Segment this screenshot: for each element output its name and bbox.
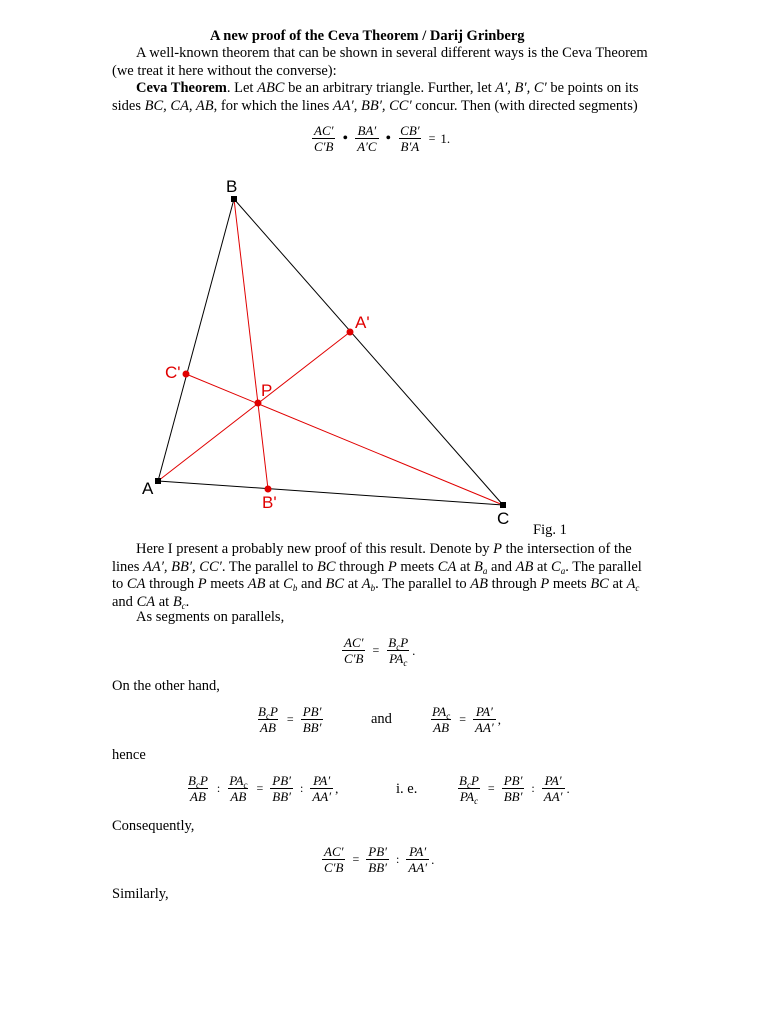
fraction: $\frac{B_cP}{PA_c}$ bbox=[459, 773, 479, 806]
fraction: $\frac{AC'}{C'B}$ bbox=[324, 844, 344, 875]
equation bbox=[254, 705, 325, 734]
fraction: $\frac{PA_c}{AB}$ bbox=[432, 704, 451, 735]
theorem-points: A′, B′, C′ bbox=[495, 80, 547, 96]
point-c1 bbox=[183, 371, 190, 378]
cevian-bb1 bbox=[234, 199, 268, 489]
theorem-label: Ceva Theorem bbox=[136, 80, 227, 96]
fraction: $\frac{B_cP}{AB}$ bbox=[188, 773, 208, 804]
fraction: $\frac{CB'}{B'A}$ bbox=[400, 123, 420, 154]
equals-sign: = bbox=[428, 131, 436, 145]
vertex-b bbox=[231, 196, 237, 202]
fraction: $\frac{AC'}{C'B}$ bbox=[314, 123, 334, 154]
label-c: C bbox=[497, 509, 510, 528]
label-a1: A' bbox=[355, 313, 370, 332]
theorem-text: concur. Then (with directed segments) bbox=[411, 97, 638, 114]
ie-word: i. e. bbox=[396, 781, 418, 797]
body-paragraph: Similarly, bbox=[112, 886, 169, 902]
equation: $\frac{PA_c}{AB}$ = $\frac{PA'}{AA'}$ , bbox=[432, 704, 501, 735]
and-word: and bbox=[371, 711, 392, 727]
label-b: B bbox=[226, 177, 238, 196]
cevian-aa1 bbox=[158, 332, 350, 481]
label-b1: B' bbox=[262, 493, 277, 512]
point-a1 bbox=[347, 329, 354, 336]
theorem-text: be an arbitrary triangle. Further, let bbox=[284, 80, 496, 96]
dot-operator: • bbox=[385, 129, 392, 147]
theorem-text: , for which the lines bbox=[213, 97, 333, 114]
theorem-triangle: ABC bbox=[257, 80, 285, 96]
intro-paragraph: A well-known theorem that can be shown in several different ways is the Ceva Theorem (we treat it here without the converse): bbox=[112, 45, 648, 79]
fraction: $\frac{PA'}{AA'}$ bbox=[543, 773, 563, 804]
body-paragraph: As segments on parallels, bbox=[136, 609, 285, 625]
fraction: $\frac{PA'}{AA'}$ bbox=[475, 704, 494, 735]
fraction: $\frac{AC'}{C'B}$ bbox=[344, 635, 364, 666]
figure-caption: Fig. 1 bbox=[533, 522, 567, 538]
fraction: $\frac{PB'}{BB'}$ bbox=[368, 844, 387, 875]
ceva-equation bbox=[310, 124, 450, 153]
cevian-cc1 bbox=[186, 374, 503, 505]
equals-sign: = bbox=[487, 781, 495, 795]
fraction: $\frac{PA_c}{AB}$ bbox=[229, 773, 248, 804]
dot-operator: • bbox=[342, 129, 349, 147]
label-c1: C' bbox=[165, 363, 181, 382]
point-p bbox=[255, 400, 262, 407]
fraction: $\frac{PB'}{BB'}$ bbox=[503, 773, 523, 804]
side-ca bbox=[158, 481, 503, 505]
equation: $\frac{AC'}{C'B}$ = $\frac{B_cP}{PA_c}$ . bbox=[344, 635, 416, 668]
body-paragraph: Consequently, bbox=[112, 818, 195, 834]
theorem-sides: BC, CA, AB bbox=[144, 97, 214, 114]
label-a: A bbox=[142, 479, 154, 498]
theorem-text: . Let bbox=[226, 80, 258, 96]
vertex-a bbox=[155, 478, 161, 484]
equals-sign: = bbox=[459, 712, 466, 726]
equation: $\frac{B_cP}{PA_c}$ = $\frac{PB'}{BB'}$ : $\frac{PA'}{AA'}$ . bbox=[459, 773, 570, 806]
side-ab bbox=[158, 199, 234, 481]
point-b1 bbox=[265, 486, 272, 493]
fraction: $\frac{B_cP}{PA_c}$ bbox=[388, 635, 409, 668]
body-paragraph: hence bbox=[112, 747, 146, 763]
theorem-lines: AA′, BB′, CC′ bbox=[332, 97, 412, 114]
theorem-text: be points on its sides bbox=[112, 80, 639, 114]
fraction: $\frac{PA'}{AA'}$ bbox=[312, 773, 332, 804]
fraction: $\frac{B_cP}{AB}$ bbox=[258, 704, 278, 735]
equals-sign: = bbox=[256, 781, 264, 795]
page-title: A new proof of the Ceva Theorem / Darij Grinberg bbox=[210, 28, 525, 44]
equals-sign: = bbox=[372, 643, 380, 657]
fraction: $\frac{PB'}{BB'}$ bbox=[302, 704, 322, 735]
equation-rhs: 1. bbox=[440, 130, 451, 146]
fraction: $\frac{PB'}{BB'}$ bbox=[272, 773, 291, 804]
equation: $\frac{B_cP}{AB}$ : $\frac{PA_c}{AB}$ = $\frac{PB'}{BB'}$ : $\frac{PA'}{AA'}$ , bbox=[188, 773, 339, 804]
body-paragraph: On the other hand, bbox=[112, 678, 220, 694]
fraction: $\frac{PA'}{AA'}$ bbox=[408, 844, 428, 875]
equation: $\frac{AC'}{C'B}$ = $\frac{PB'}{BB'}$ : $\frac{PA'}{AA'}$ . bbox=[324, 844, 435, 875]
ceva-figure bbox=[0, 170, 768, 530]
fraction: $\frac{BA'}{A'C}$ bbox=[357, 123, 377, 154]
side-bc bbox=[234, 199, 503, 505]
body-paragraph: Here I present a probably new proof of this result. Denote by P the intersection of the lines AA′, BB′, CC′. The parallel to BC through P meets CA at $B_a$ and AB at $C_a$. The parallel to CA through P meets AB at $C_b$ and BC at $A_b$. The parallel to AB through P meets BC at $A_c$ and CA at $B_c$. bbox=[112, 541, 642, 611]
vertex-c bbox=[500, 502, 506, 508]
equals-sign: = bbox=[352, 852, 360, 866]
equals-sign: = bbox=[286, 712, 294, 726]
label-p: P bbox=[261, 381, 273, 400]
theorem-statement bbox=[112, 80, 652, 115]
